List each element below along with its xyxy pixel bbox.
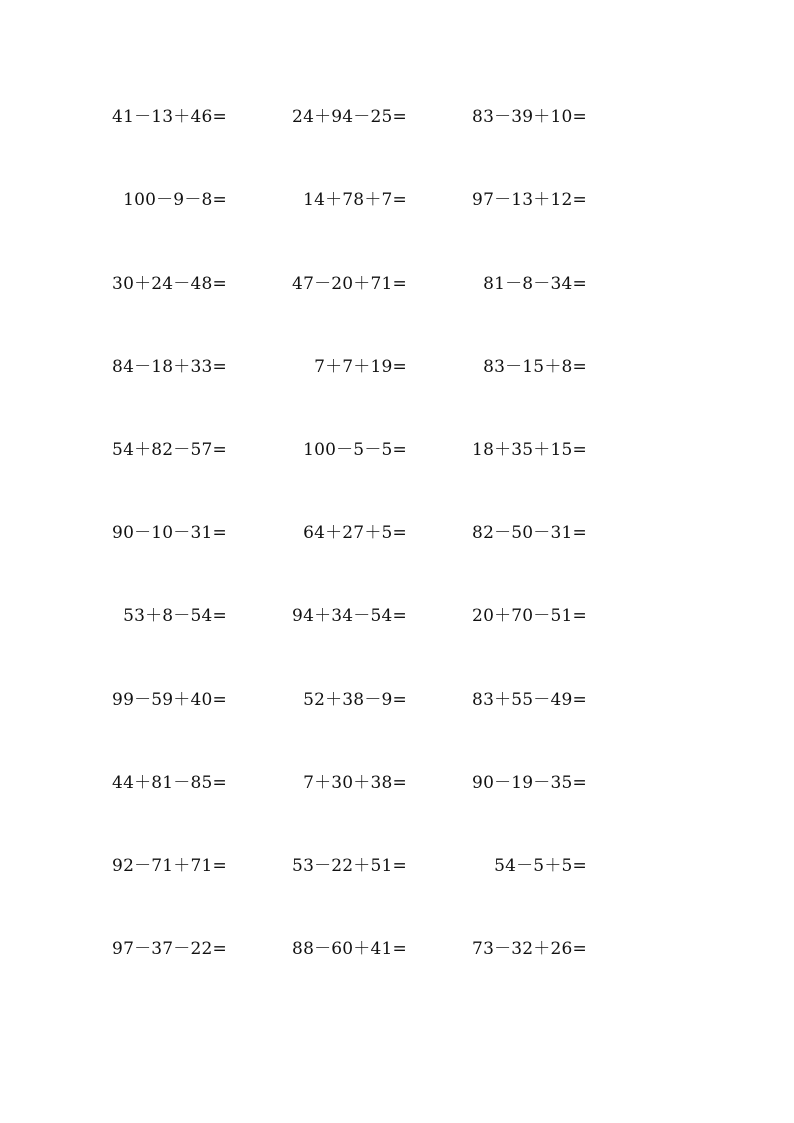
math-problem: 94＋34－54= [292, 606, 407, 626]
math-problem: 53＋8－54= [123, 606, 227, 626]
math-problem: 44＋81－85= [112, 773, 227, 793]
problem-row [0, 685, 794, 715]
math-problem: 53－22＋51= [292, 856, 407, 876]
math-problem: 20＋70－51= [472, 606, 587, 626]
problem-row [0, 851, 794, 881]
math-problem: 41－13＋46= [112, 107, 227, 127]
math-problem: 24＋94－25= [292, 107, 407, 127]
problem-row [0, 518, 794, 548]
problem-row [0, 768, 794, 798]
math-problem: 82－50－31= [472, 523, 587, 543]
math-problem: 54－5＋5= [494, 856, 587, 876]
math-problem: 7＋7＋19= [314, 357, 407, 377]
math-problem: 88－60＋41= [292, 939, 407, 959]
math-problem: 90－19－35= [472, 773, 587, 793]
math-problem: 47－20＋71= [292, 274, 407, 294]
math-problem: 83－39＋10= [472, 107, 587, 127]
math-problem: 18＋35＋15= [472, 440, 587, 460]
math-problem: 84－18＋33= [112, 357, 227, 377]
math-problem: 90－10－31= [112, 523, 227, 543]
math-problem: 54＋82－57= [112, 440, 227, 460]
problem-row [0, 601, 794, 631]
math-problem: 73－32＋26= [472, 939, 587, 959]
math-problem: 81－8－34= [483, 274, 587, 294]
problem-row [0, 185, 794, 215]
math-problem: 83＋55－49= [472, 690, 587, 710]
math-problem: 14＋78＋7= [303, 190, 407, 210]
math-problem: 52＋38－9= [303, 690, 407, 710]
problem-row [0, 352, 794, 382]
math-problem: 92－71＋71= [112, 856, 227, 876]
problem-row [0, 102, 794, 132]
problem-row [0, 269, 794, 299]
math-problem: 64＋27＋5= [303, 523, 407, 543]
math-problem: 100－5－5= [303, 440, 407, 460]
math-problem: 97－37－22= [112, 939, 227, 959]
math-problem: 97－13＋12= [472, 190, 587, 210]
problem-row [0, 435, 794, 465]
math-problem: 30＋24－48= [112, 274, 227, 294]
math-problem: 83－15＋8= [483, 357, 587, 377]
math-problem: 7＋30＋38= [303, 773, 407, 793]
math-problem: 100－9－8= [123, 190, 227, 210]
problem-row [0, 934, 794, 964]
math-problem: 99－59＋40= [112, 690, 227, 710]
